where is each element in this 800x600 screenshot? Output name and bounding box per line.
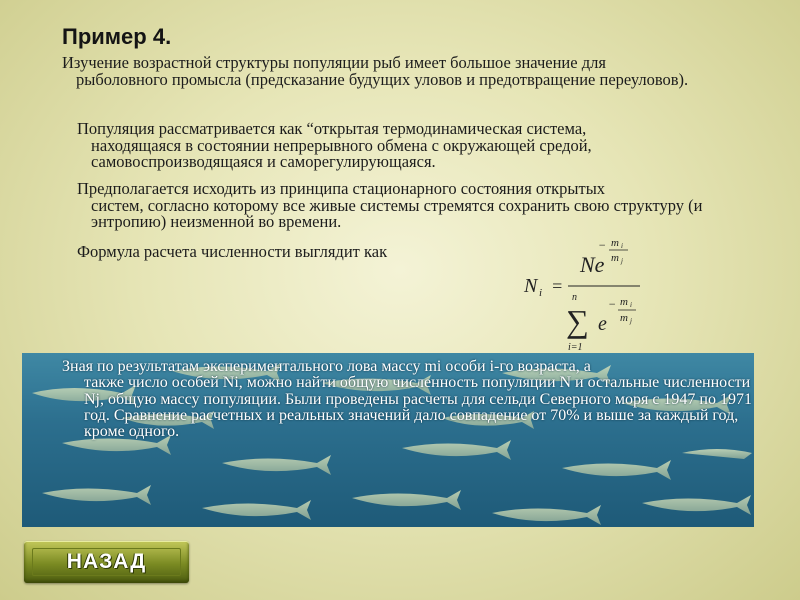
formula-lhs: N [524, 275, 538, 297]
paragraph-principle [77, 181, 757, 231]
formula-exp-den: m [611, 252, 619, 264]
formula-den-exp-minus: − [608, 297, 617, 311]
formula-sum-top: n [572, 292, 577, 303]
back-button-label[interactable]: НАЗАД [66, 550, 147, 573]
paragraph-intro-line1: Изучение возрастной структуры популяции рыб имеет большое значение для [62, 53, 606, 72]
fish-panel-text [62, 359, 752, 440]
formula-den-exp-den-sub: j [630, 317, 632, 325]
paragraph-population-line1: Популяция рассматривается как “открытая термодинамическая система, [77, 119, 587, 138]
formula-den-e: e [598, 313, 607, 335]
formula-exp-num: m [611, 238, 619, 249]
population-formula [520, 238, 670, 356]
paragraph-formula-intro-line: Формула расчета численности выглядит как [77, 242, 388, 261]
fish-photo-panel [22, 353, 754, 527]
fish-panel-text-rest: также число особей Ni, можно найти общую численность популяции N и остальные численности Nj, общую массу популяции. Были проведены расчеты для сельди Северного моря с 1947 по 1971 год. Сравнение расчетных и реальных значений дало совпадение от 70% и выше за каждый год, кроме одного. [84, 374, 752, 441]
formula-exp-minus: − [598, 238, 607, 252]
paragraph-principle-line1: Предполагается исходить из принципа стационарного состояния открытых [77, 179, 606, 198]
formula-equals: = [551, 276, 564, 296]
formula-sum-bottom: i=1 [568, 342, 583, 353]
back-button[interactable] [24, 541, 189, 583]
slide-title: Пример 4. [62, 24, 172, 49]
paragraph-population [77, 121, 757, 171]
formula-numerator: Ne [580, 252, 605, 277]
paragraph-population-rest: находящаяся в состоянии непрерывного обмена с окружающей средой, самовоспроизводящаяся и саморегулирующаяся. [91, 135, 592, 171]
paragraph-intro [62, 55, 742, 88]
paragraph-principle-rest: систем, согласно которому все живые системы стремятся сохранить свою структуру (и энтропию) неизменной во времени. [91, 195, 703, 231]
formula-lhs-sub: i [539, 287, 543, 299]
formula-den-exp-num: m [620, 296, 628, 308]
formula-den-exp-num-sub: i [630, 301, 632, 309]
paragraph-intro-rest: рыболовного промысла (предсказание будущих уловов и предотвращение переуловов). [76, 69, 689, 89]
formula-den-exp-den: m [620, 312, 628, 324]
back-button-inner[interactable] [32, 548, 181, 576]
formula-exp-num-sub: i [621, 242, 623, 250]
formula-exp-den-sub: j [621, 257, 623, 265]
fish-panel-text-line1: Зная по результатам экспериментального лова массу mi особи i-го возраста, а [62, 358, 591, 375]
formula-sum-sign: ∑ [566, 303, 589, 339]
